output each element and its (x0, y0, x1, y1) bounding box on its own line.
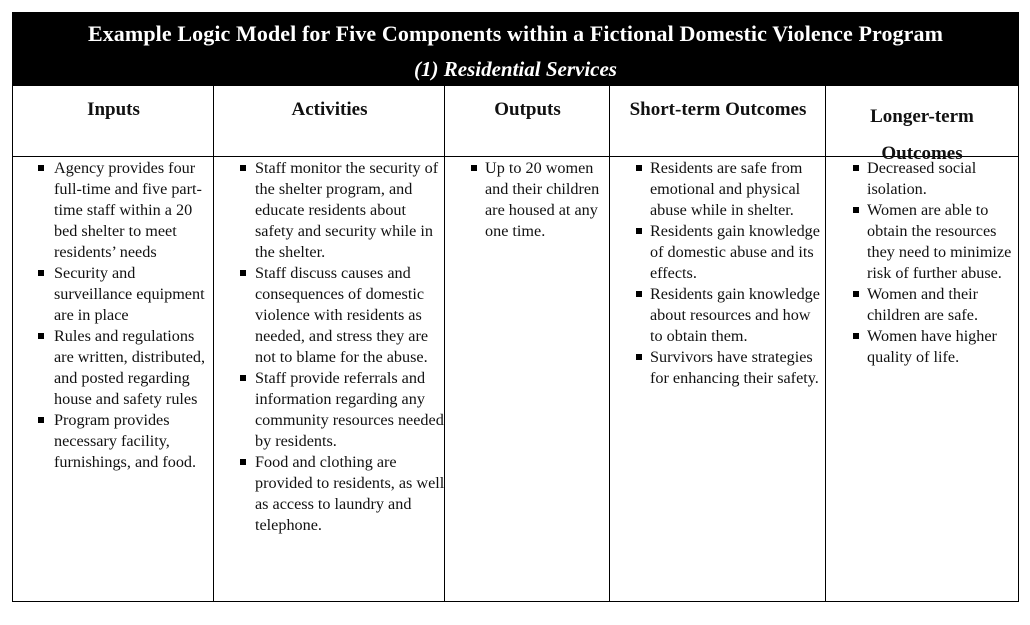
list-item: Up to 20 women and their children are housed at any one time. (485, 158, 605, 242)
logic-model-table (12, 12, 1019, 602)
list-item: Agency provides four full-time and five part-time staff within a 20 bed shelter to meet residents’ needs (54, 158, 214, 263)
column-body-inputs (13, 158, 214, 601)
list-item: Residents are safe from emotional and physical abuse while in shelter. (650, 158, 825, 221)
column-body-activities (214, 158, 445, 601)
column-header-activities: Activities (214, 86, 445, 157)
short-term-outcomes-list (650, 158, 825, 389)
list-item: Program provides necessary facility, furnishings, and food. (54, 410, 214, 473)
column-header-longer-term-outcomes (826, 86, 1018, 164)
header-line: Outcomes (881, 143, 963, 164)
longer-term-outcomes-list (867, 158, 1017, 368)
column-outputs (444, 86, 610, 601)
list-item: Security and surveillance equipment are in place (54, 263, 214, 326)
outputs-list (485, 158, 605, 242)
column-body-longer-term-outcomes (826, 158, 1018, 601)
page-title: Example Logic Model for Five Components within a Fictional Domestic Violence Program (87, 21, 944, 46)
column-header-outputs: Outputs (445, 86, 610, 157)
list-item: Survivors have strategies for enhancing their safety. (650, 347, 825, 389)
column-body-outputs (445, 158, 610, 601)
list-item: Decreased social isolation. (867, 158, 1017, 200)
title-bar (13, 13, 1018, 86)
header-line: Longer-term (870, 106, 974, 127)
list-item: Food and clothing are provided to residents, as well as access to laundry and telephone. (255, 453, 445, 534)
list-item: Women have higher quality of life. (867, 326, 1017, 368)
list-item: Women and their children are safe. (867, 284, 1017, 326)
column-body-short-term-outcomes (610, 158, 826, 601)
list-item: Staff provide referrals and information regarding any community resources needed by residents. (255, 369, 444, 450)
column-inputs (13, 86, 214, 601)
column-short-term-outcomes (609, 86, 826, 601)
column-activities (213, 86, 445, 601)
list-item: Residents gain knowledge of domestic abuse and its effects. (650, 221, 825, 284)
list-item: Staff monitor the security of the shelter program, and educate residents about safety and security while in the shelter. (255, 158, 445, 263)
activities-list (255, 158, 445, 536)
inputs-list (54, 158, 214, 473)
list-item: Residents gain knowledge about resources and how to obtain them. (650, 284, 825, 347)
section-subtitle: (1) Residential Services (414, 57, 617, 81)
list-item: Staff discuss causes and consequences of domestic violence with residents as needed, and stress they are not to blame for the abuse. (255, 263, 445, 368)
column-header-short-term-outcomes: Short-term Outcomes (610, 86, 826, 157)
list-item: Women are able to obtain the resources they need to minimize risk of further abuse. (867, 200, 1017, 284)
column-header-inputs: Inputs (13, 86, 214, 157)
column-longer-term-outcomes (825, 86, 1018, 601)
list-item: Rules and regulations are written, distributed, and posted regarding house and safety rules (54, 326, 214, 410)
